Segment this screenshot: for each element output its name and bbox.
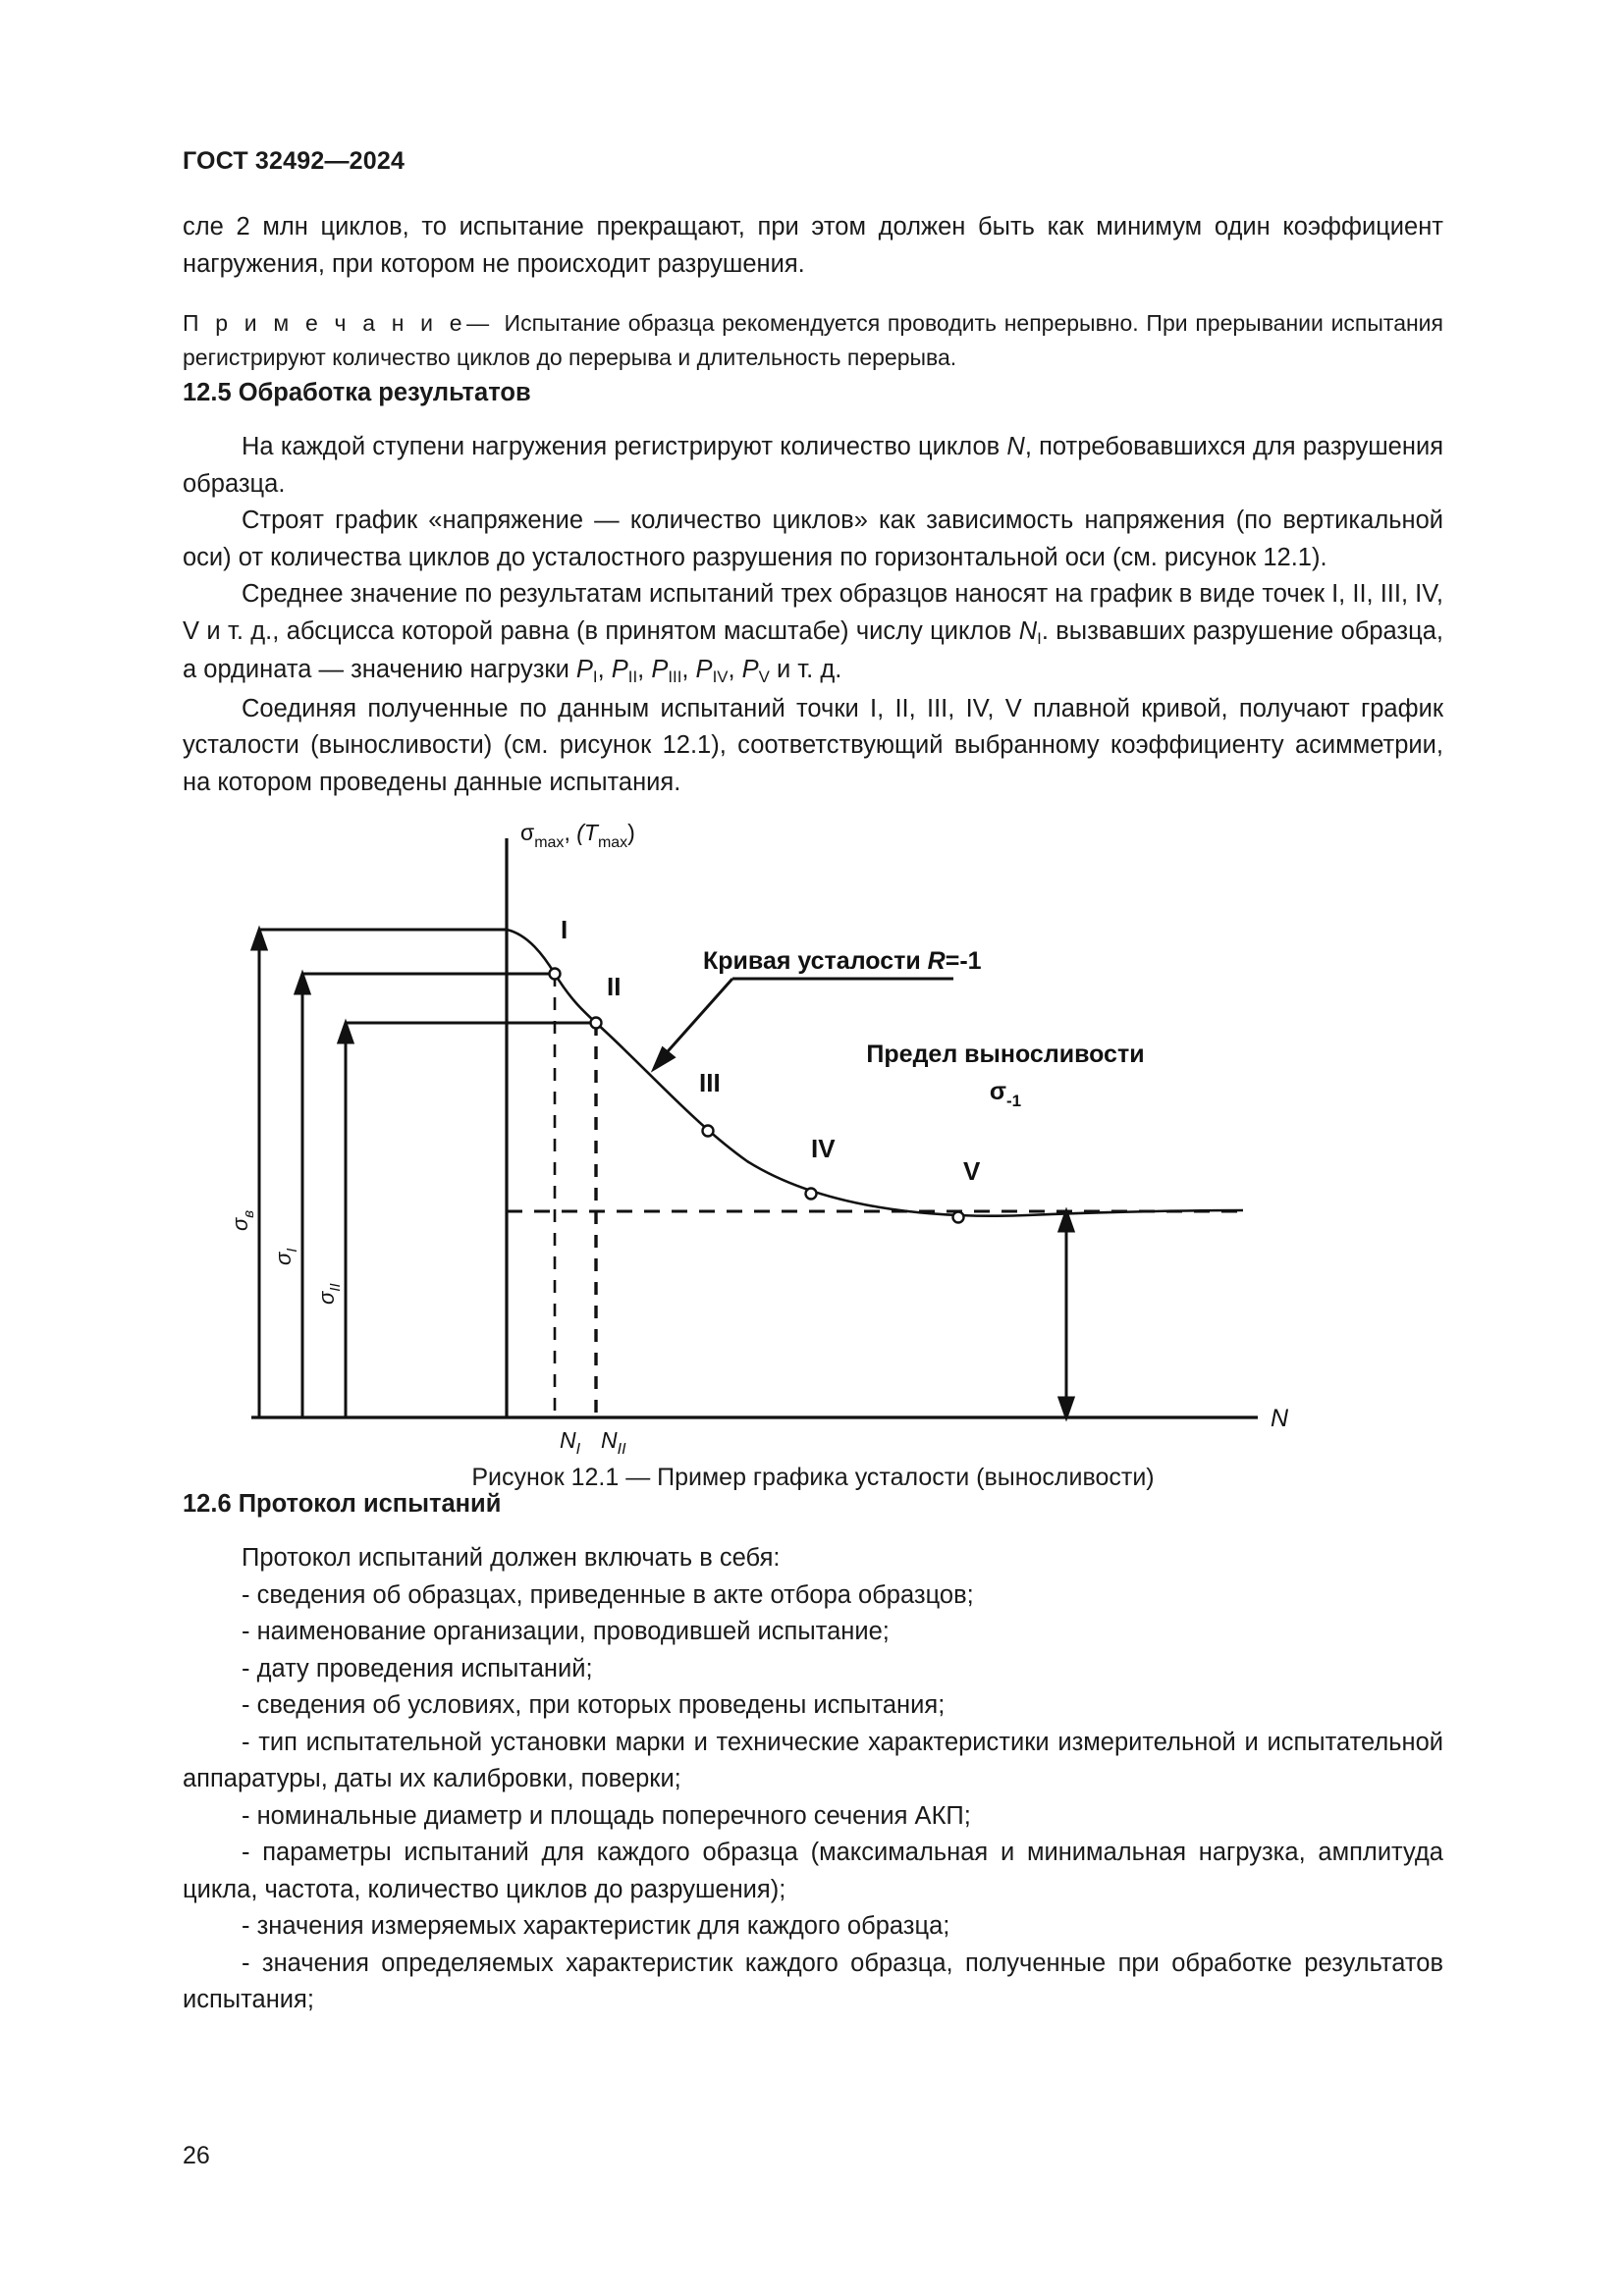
load-p-5-sub: V	[758, 667, 770, 687]
paragraph-12-5-3: Среднее значение по результатам испытаний трех образцов наносят на график в виде точек I, II, III, IV, V и т. д., абсцисса которой равна (в принятом масштабе) числу циклов $N_I$. вызвавших разрушение образца, а ордината — значению нагрузки $P_I$, $P_{II}$, $P_{III}$, $P_{IV}$, $P_V$ и т. д.	[183, 580, 1443, 687]
load-p-4-base: P	[695, 656, 713, 683]
data-point-V	[953, 1212, 964, 1223]
annotation-sigma-sub: -1	[1005, 1092, 1022, 1110]
load-p-2-sub: II	[627, 667, 638, 687]
endurance-limit-arrow	[1059, 1211, 1073, 1417]
y-axis-tau-sub: max	[597, 834, 628, 851]
p1-text-b: , потребовавшихся для разрушения образца.	[183, 433, 1444, 498]
annotation-endurance-limit-sigma	[990, 1078, 1021, 1110]
data-point-I	[550, 969, 561, 980]
variable-n-subscript: I	[1037, 628, 1042, 648]
load-p-1	[575, 656, 598, 687]
note-label: П р и м е ч а н и е	[183, 310, 467, 336]
note-dash: —	[466, 310, 490, 336]
list-item: - значения измеряемых характеристик для каждого образца;	[242, 1912, 950, 1940]
bottom-label-n-2-base: N	[601, 1427, 618, 1453]
p1-text-a: На каждой ступени нагружения регистрируют количество циклов	[242, 433, 1007, 460]
label-sigma-2-base: σ	[314, 1291, 339, 1305]
note-paragraph	[183, 306, 1443, 375]
label-sigma-b	[228, 1210, 257, 1231]
variable-n-i	[1018, 616, 1042, 648]
load-p-5	[741, 656, 770, 687]
annotation-leader-arrowhead	[654, 1048, 674, 1069]
annotation-fatigue-curve-r: R	[927, 947, 946, 975]
paragraph-12-5-2: Строят график «напряжение — количество циклов» как зависимость напряжения (по вертикальной оси) от количества циклов до усталостного разрушения по горизонтальной оси (см. рисунок 12.1).	[183, 507, 1443, 571]
load-p-3-sub: III	[668, 667, 682, 687]
page-header-standard-number: ГОСТ 32492—2024	[183, 147, 406, 175]
bottom-label-n-1-base: N	[560, 1427, 576, 1453]
paragraph-12-6-intro: Протокол испытаний должен включать в себя:	[242, 1544, 781, 1572]
p3-text-c: и т. д.	[769, 656, 842, 683]
annotation-leader-diagonal	[661, 979, 732, 1059]
point-label-I: I	[561, 915, 568, 944]
annotation-endurance-limit: Предел выносливости	[866, 1041, 1145, 1068]
section-heading-12-5: 12.5 Обработка результатов	[183, 379, 531, 406]
y-axis-sigma-sub: max	[534, 834, 565, 851]
fatigue-curve-chart	[183, 819, 1443, 1457]
y-axis-sigma: σ	[520, 820, 535, 845]
label-sigma-b-sub: в	[241, 1209, 257, 1218]
data-point-III	[703, 1126, 714, 1137]
label-sigma-b-base: σ	[228, 1217, 252, 1231]
load-p-1-sub: I	[592, 667, 598, 687]
p3-text-b: . вызвавших разрушение образца, а ордината — значению нагрузки	[183, 616, 1443, 683]
data-point-II	[591, 1018, 602, 1029]
section-12-6-body	[183, 1540, 1443, 2019]
list-item: - тип испытательной установки марки и технические характеристики измерительной и испытательной аппаратуры, даты их калибровки, поверки;	[183, 1728, 1443, 1792]
page-number: 26	[183, 2142, 210, 2169]
list-item: - сведения об условиях, при которых проведены испытания;	[242, 1691, 946, 1719]
annotation-sigma-base: σ	[989, 1078, 1006, 1105]
point-label-V: V	[963, 1156, 981, 1186]
list-item: - значения определяемых характеристик каждого образца, полученные при обработке результатов испытания;	[183, 1949, 1443, 2013]
load-p-3	[651, 656, 682, 687]
y-axis-tau: (T	[576, 820, 598, 845]
y-axis-paren: )	[627, 820, 635, 845]
page-content	[183, 0, 1443, 2019]
p3-text-a: Среднее значение по результатам испытаний трех образцов наносят на график в виде точек I, II, III, IV, V и т. д., абсцисса которой равна (в принятом масштабе) числу циклов	[183, 580, 1443, 645]
y-axis-label: σmax, (Tmax)	[520, 820, 635, 851]
bottom-label-n-2	[601, 1427, 626, 1457]
load-p-4-sub: IV	[712, 667, 729, 687]
label-sigma-1	[271, 1249, 300, 1265]
bottom-label-n-2-sub: II	[617, 1441, 626, 1457]
variable-n-base: N	[1018, 616, 1038, 645]
dimension-arrows	[252, 930, 352, 1417]
point-label-IV: IV	[811, 1134, 836, 1163]
data-point-IV	[806, 1189, 817, 1200]
label-sigma-1-base: σ	[271, 1252, 296, 1265]
figure-12-1	[183, 819, 1443, 1491]
label-sigma-1-sub: I	[284, 1248, 300, 1253]
bottom-label-n-1	[560, 1427, 581, 1457]
paragraph-12-5-1	[183, 429, 1443, 503]
dim-arrowhead-sigma-1	[296, 974, 309, 993]
continued-paragraph-block	[183, 209, 1443, 375]
point-label-II: II	[607, 972, 622, 1001]
point-label-III: III	[699, 1068, 721, 1097]
endurance-arrowhead-bottom	[1059, 1398, 1073, 1417]
bottom-label-n-1-sub: I	[575, 1441, 581, 1457]
x-axis-label-n: N	[1271, 1405, 1289, 1432]
note-text: Испытание образца рекомендуется проводить непрерывно. При прерывании испытания регистрируют количество циклов до перерыва и длительность перерыва.	[183, 310, 1443, 370]
load-p-3-base: P	[651, 656, 669, 683]
list-item: - дату проведения испытаний;	[242, 1654, 593, 1682]
load-p-4	[695, 656, 729, 687]
dim-arrowhead-sigma-2	[339, 1023, 352, 1042]
load-p-1-base: P	[575, 656, 593, 683]
annotation-fatigue-curve-text: Кривая усталости	[703, 947, 928, 975]
list-item: - наименование организации, проводившей испытание;	[242, 1618, 890, 1645]
paragraph-continued: сле 2 млн циклов, то испытание прекращают, при этом должен быть как минимум один коэффициент нагружения, при котором не происходит разрушения.	[183, 213, 1443, 278]
list-item: - параметры испытаний для каждого образца (максимальная и минимальная нагрузка, амплитуда цикла, частота, количество циклов до разрушения);	[183, 1839, 1443, 1903]
list-item: - номинальные диаметр и площадь поперечного сечения АКП;	[242, 1801, 971, 1830]
dim-arrowhead-sigma-b	[252, 930, 266, 949]
section-heading-12-6: 12.6 Протокол испытаний	[183, 1490, 502, 1518]
label-sigma-2-sub: II	[327, 1283, 344, 1292]
annotation-fatigue-curve-value: =-1	[945, 947, 982, 975]
load-p-2-base: P	[611, 656, 628, 683]
list-item: - сведения об образцах, приведенные в акте отбора образцов;	[242, 1580, 974, 1609]
annotation-fatigue-curve	[703, 947, 982, 975]
section-12-5-body	[183, 429, 1443, 801]
variable-n: N	[1006, 433, 1025, 460]
label-sigma-2	[314, 1283, 344, 1305]
load-p-5-base: P	[741, 656, 759, 683]
figure-caption: Рисунок 12.1 — Пример графика усталости (выносливости)	[471, 1464, 1155, 1491]
load-p-2	[611, 656, 638, 687]
paragraph-12-5-4: Соединяя полученные по данным испытаний точки I, II, III, IV, V плавной кривой, получают график усталости (выносливости) (см. рисунок 12.1), соответствующий выбранному коэффициенту асимметрии, на котором проведены данные испытания.	[183, 694, 1443, 796]
